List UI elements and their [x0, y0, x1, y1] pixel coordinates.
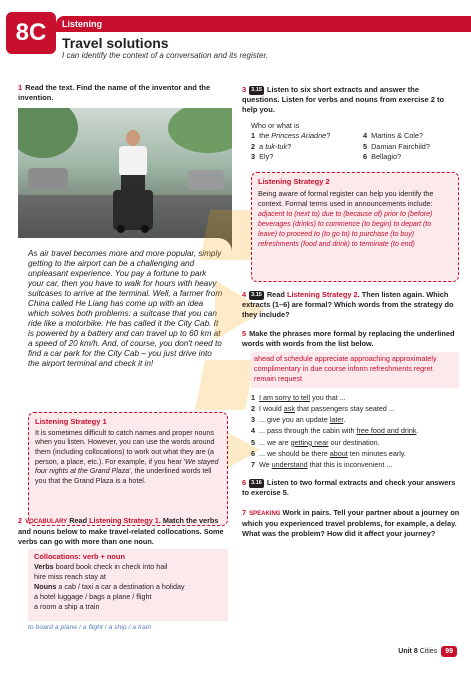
audio-track-icon[interactable]: 3.16 [251, 479, 262, 486]
formal-terms-list: adjacent to (next to) due to (because of) prior to (before) beverages (drinks) to commence (to begin) to depart (to leave) to proceed to (to go to) to purchase (to buy) refreshments (food and drink) to terminate (to end) [258, 211, 433, 248]
strategy-1-title: Listening Strategy 1 [35, 417, 107, 426]
phrase-item [251, 403, 461, 414]
exercise-instruction: Listen to two formal extracts and check your answers to exercise 5. [242, 478, 456, 497]
exercise-instruction: Listen to six short extracts and answer the questions. Listen for verbs and nouns from exercise 2 to help you. [242, 85, 445, 114]
phrase-text: ... we are [259, 437, 291, 447]
word-list: ahead of schedule appreciate approaching approximately complimentary in due course inform refreshments regret remain request [251, 352, 459, 388]
footer-unit: Unit 8 [398, 648, 418, 655]
question-term: Damian Fairchild? [371, 141, 430, 151]
strategy-1-text-b: ', the underlined words tell you that the Grand Plaza is a hotel. [35, 467, 212, 485]
strategy-1-quote: We stayed four nights at the Grand Plaza [35, 457, 219, 476]
section-label: Listening [62, 19, 102, 29]
phrase-text: ... we should be there [259, 448, 330, 458]
phrase-item [251, 425, 461, 436]
footer-topic: Cities [419, 648, 438, 655]
phrase-number: 7 [251, 459, 255, 469]
phrase-text: . [416, 426, 419, 436]
underlined-phrase: I am sorry to tell [259, 393, 311, 402]
audio-track-icon[interactable]: 3.15 [251, 86, 262, 93]
exercise-instruction: Read the text. Find the name of the inventor and the invention. [18, 83, 211, 102]
exercise-2-text-a: Read [69, 516, 90, 525]
strategy-link[interactable]: Listening Strategy 2 [286, 290, 358, 299]
underlined-phrase: about [329, 448, 348, 458]
underlined-phrase: ask [283, 404, 295, 414]
exercise-number: 6 [242, 478, 247, 487]
phrase-text: ... give you an update [259, 415, 330, 425]
speaking-tag: SPEAKING [249, 511, 281, 517]
question-mark: ? [269, 152, 274, 162]
strategy-1-text-a: It is sometimes difficult to catch names and proper nouns when you listen. However, you can use the words around them (including collocations) to work out what they are (a person, a place, etc.). For example, if you hear ' [35, 428, 215, 466]
exercise-4 [242, 290, 460, 319]
vocabulary-tag: VOCABULARY [25, 519, 68, 525]
phrase-number: 5 [251, 437, 255, 447]
phrase-text: We [259, 459, 272, 469]
question-term: Ely [259, 152, 270, 162]
phrase-text: ... pass through the cabin with [259, 426, 357, 436]
nouns-label: Nouns [34, 581, 57, 591]
exercise-instruction: Make the phrases more formal by replacing the underlined words with words from the list below. [242, 329, 455, 348]
question-item [363, 131, 463, 142]
unit-badge: 8C [6, 12, 56, 54]
exercise-4-text-b: . Then listen again. Which extracts (1–6) are formal? Which words from the strategy do they include? [242, 290, 454, 319]
collocations-box [28, 549, 228, 621]
nouns-line-3: a room a ship a train [34, 602, 100, 612]
exercise-instruction: Work in pairs. Tell your partner about a journey on which you experienced travel problems, for example, a delay. What was the problem? How did it affect your journey? [242, 508, 460, 538]
verbs-list-1: board book check in check into hail [55, 561, 168, 571]
strategy-2-text: Being aware of formal register can help you identify the context. Formal terms used in announcements include: [258, 188, 434, 208]
question-list-right [363, 131, 463, 163]
exercise-number: 3 [242, 85, 247, 94]
phrase-number: 1 [251, 393, 255, 402]
question-prefix: a [259, 141, 266, 151]
phrase-text: that passengers stay seated ... [294, 404, 395, 414]
phrase-number: 4 [251, 426, 255, 436]
exercise-2-text-b: . Match the verbs and nouns below to make travel-related collocations. Some verbs can go with more than one noun. [18, 516, 224, 546]
exercise-number: 1 [18, 83, 23, 92]
question-list-left [251, 131, 361, 163]
exercise-2 [18, 516, 232, 546]
underlined-phrase: understand [271, 459, 308, 469]
example-answer: to board a plane / a flight / a ship / a train [28, 624, 152, 631]
header-band [56, 16, 471, 32]
phrase-item [251, 459, 461, 470]
question-item [251, 142, 361, 153]
phrase-number: 6 [251, 448, 255, 458]
phrase-number: 3 [251, 415, 255, 425]
question-number: 1 [251, 131, 256, 140]
listening-strategy-1 [28, 412, 228, 526]
exercise-1 [18, 83, 232, 103]
question-item [251, 131, 361, 142]
phrase-list [251, 392, 461, 470]
phrase-item [251, 437, 461, 448]
phrase-text: ten minutes early. [347, 448, 406, 458]
strategy-2-title: Listening Strategy 2 [258, 177, 330, 186]
reading-text: As air travel becomes more and more popular, simply getting to the airport can be a challenging and unpleasant experience. You pay a fortune to park your car, then you have to walk for hours with heavy suitcases to arrive at the terminal. Well, a farmer from China called He Liang has come up with an idea which solves both problems: a suitcase that you can ride like a motorbike. He has called it the City Cab. It is powered by a battery and can travel up to 60 km at a speed of 20 km/h. And, of course, you don't need to find a car park for the City Cab – you just drive into the airport terminal and check it in! [28, 249, 223, 368]
question-term: Martins & Cole? [371, 131, 424, 140]
exercise-3-lead: Who or what is [251, 121, 300, 130]
phrase-text: you that ... [310, 393, 346, 402]
listening-strategy-2 [251, 172, 459, 282]
exercise-6 [242, 478, 460, 498]
question-prefix: the [259, 131, 272, 140]
inventor-photo [18, 108, 232, 253]
exercise-number: 5 [242, 329, 247, 338]
audio-track-icon[interactable]: 3.15 [251, 291, 262, 298]
question-mark: ? [287, 141, 292, 151]
question-number: 4 [363, 131, 368, 140]
nouns-list-1: a cab / taxi a car a destination a holiday [58, 581, 185, 591]
phrase-number: 2 [251, 404, 255, 414]
question-number: 2 [251, 141, 256, 151]
phrase-item [251, 414, 461, 425]
question-term: Bellagio? [371, 152, 402, 162]
question-item [363, 152, 463, 163]
nouns-line-2: a hotel luggage / bags a plane / flight [34, 592, 152, 601]
collocations-title: Collocations: verb + noun [34, 552, 125, 561]
page-footer [398, 646, 457, 657]
phrase-item [251, 392, 461, 403]
question-item [251, 152, 361, 163]
question-number: 3 [251, 152, 256, 162]
nouns-line-1 [34, 582, 222, 592]
question-number: 5 [363, 141, 368, 151]
verbs-label: Verbs [34, 561, 54, 571]
phrase-item [251, 448, 461, 459]
question-term: Princess Ariadne [271, 131, 327, 140]
question-item [363, 142, 463, 153]
question-mark: ? [326, 131, 331, 140]
exercise-4-text-a: Read [266, 290, 287, 299]
phrase-text: our destination. [328, 437, 380, 447]
underlined-phrase: getting near [290, 437, 329, 447]
exercise-number: 4 [242, 290, 247, 299]
question-term: tuk-tuk [265, 141, 288, 151]
exercise-number: 2 [18, 516, 23, 525]
exercise-5 [242, 329, 460, 349]
exercise-number: 7 [242, 508, 247, 517]
strategy-1-text [35, 429, 221, 486]
underlined-phrase: later [329, 415, 344, 425]
page-number: 99 [441, 646, 457, 657]
phrase-text: . [343, 415, 346, 425]
verbs-line-1 [34, 562, 222, 572]
exercise-7 [242, 508, 460, 538]
question-number: 6 [363, 152, 368, 162]
verbs-line-2: hire miss reach stay at [34, 571, 106, 581]
page-title: Travel solutions [62, 35, 169, 51]
phrase-text: I would [259, 404, 284, 414]
page-subtitle: I can identify the context of a conversation and its register. [62, 51, 269, 60]
exercise-3 [242, 85, 457, 115]
strategy-link[interactable]: Listening Strategy 1 [89, 516, 159, 525]
underlined-phrase: free food and drink [356, 426, 417, 436]
phrase-text: that this is inconvenient ... [307, 459, 393, 469]
